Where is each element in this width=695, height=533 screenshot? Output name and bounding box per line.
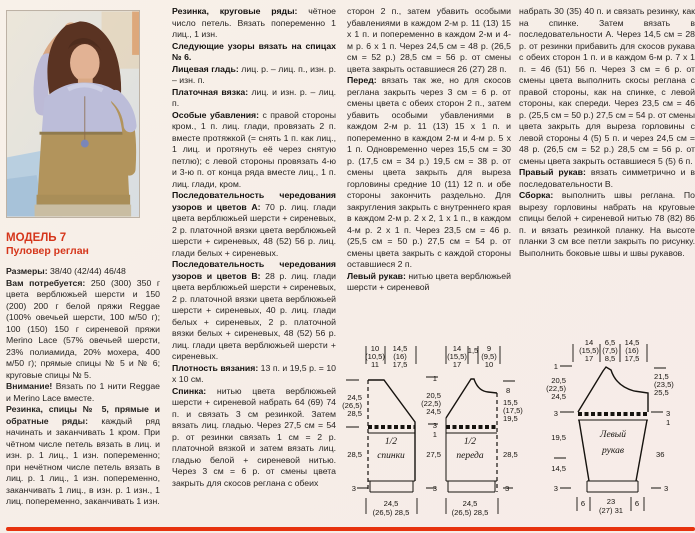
instructions-column-1: [6, 266, 160, 508]
measurement-label: 3: [505, 484, 510, 493]
instruction-paragraph: Правый рукав: вязать симметрично и в последовательности В.: [519, 167, 695, 189]
instruction-paragraph: Резинка, спицы № 5, прямые и обратные ряды: каждый ряд начинать и заканчивать 1 кром. При чётном числе петель вязать в лиц. и изн. р. 1 лиц., 1 изн. попеременно; при нечётном числе петель вязать в лиц. р. 1 лиц., 1 изн. попеременно, заканчивать 1 лиц., в изн. р. 1 изн., 1 лиц. попеременно, заканчивать 1 изн.: [6, 404, 160, 506]
measurement-label: (10,5): [365, 352, 385, 361]
measurement-label: 19,5: [503, 414, 518, 423]
measurement-label: 1: [553, 362, 558, 371]
measurement-label: 20,5: [426, 391, 441, 400]
measurement-label: 3: [432, 484, 437, 493]
measurement-label: 17,5: [392, 360, 408, 369]
paragraph-lead: Особые убавления:: [172, 109, 259, 120]
paragraph-lead: Лицевая гладь:: [172, 63, 239, 74]
paragraph-lead: Вам потребуется:: [6, 277, 86, 288]
piece-label: 1/2: [463, 437, 477, 447]
instruction-paragraph: Последовательность чередования узоров и цветов В: 28 р. лиц. глади цвета верблюжьей шерсти + сиреневых, 2 р. платочной вязки цвета верблюжьей шерсти + сиреневых, 40 р. лиц. глади белых + сиреневых, 2 р. платочной вязки белых + сиреневых, 48 (52) 56 р. лиц. глади цвета верблюжьей шерсти + сиреневых.: [172, 259, 336, 361]
schematic-diagrams: [340, 338, 695, 528]
instruction-paragraph: Плотность вязания: 13 п. и 19,5 р. = 10 х 10 см.: [172, 362, 337, 384]
measurement-label: 3: [432, 421, 437, 430]
paragraph-lead: Следующие узоры вязать на спицах № 6.: [172, 40, 336, 62]
measurement-label: 6,5: [604, 338, 616, 347]
measurement-label: 15,5: [503, 398, 518, 407]
measurement-label: 17: [584, 354, 594, 363]
instruction-paragraph: Спинка: нитью цвета верблюжьей шерсти + сиреневой набрать 64 (69) 74 п. и связать 3 см резинкой. Затем вязать лиц. гладью. Через 27,5 см = 54 р. от резинки связать 1 см = 2 р. платочной вязкой и затем вязать лиц. гладью белой + сиреневой нитью. Через 3 см = 6 р. от смены цвета закрыть для скосов реглана с обеих: [172, 385, 336, 488]
paragraph-lead: Последовательность чередования узоров и цветов А:: [172, 190, 336, 212]
measurement-label: 24,5: [426, 407, 441, 416]
measurement-label: (16): [393, 352, 407, 361]
measurement-label: (15,5): [447, 352, 467, 361]
instruction-paragraph: Резинка, круговые ряды: чётное число петель. Вязать попеременно 1 лиц., 1 изн.: [172, 6, 336, 39]
measurement-label: 14: [584, 338, 594, 347]
measurement-label: (7,5): [602, 346, 618, 355]
instruction-paragraph: Размеры: 38/40 (42/44) 46/48: [6, 266, 126, 276]
measurement-label: 25,5: [654, 388, 669, 397]
measurement-label: (9,5): [481, 352, 497, 361]
paragraph-lead: Резинка, круговые ряды:: [172, 6, 298, 16]
paragraph-lead: Правый рукав:: [519, 167, 586, 177]
instruction-paragraph: Внимание! Вязать по 1 нити Reggae и Merino Lace вместе.: [6, 381, 160, 403]
measurement-label: 23: [606, 497, 616, 506]
measurement-label: 14,5: [624, 338, 640, 347]
measurement-label: (27) 31: [598, 506, 624, 515]
measurement-label: 21,5: [654, 372, 669, 381]
measurement-label: 14,5: [392, 344, 408, 353]
piece-label: 1/2: [384, 437, 398, 447]
measurement-label: 3: [553, 409, 558, 418]
measurement-label: 3: [351, 484, 356, 493]
paragraph-lead: Размеры:: [6, 266, 48, 276]
instruction-paragraph: Перед: вязать так же, но для скосов реглана закрыть через 3 см = 6 р. от смены цвета с обеих сторон 2 п., затем убавить особыми убавлениями в каждом 2-м р. 11 (13) 15 х 1 п. и попеременно в каждом 2-м и 4-м р. 5 х 1 п. Одновременно через 15,5 см = 30 р. (17,5 см = 34 р.) 19,5 см = 38 р. от смены цвета закрыть для выреза горловины средние 10 (11) 12 п. и обе стороны закончить раздельно. Для закругления закрыть с внутреннего края в каждом 2-м р. 2 х 2, 1 х 1 п., в каждом 4-м р. 2 х 1 п. Через 23,5 см = 46 р. (25,5 см = 50 р.) 27,5 см = 54 р. от смены цвета закрыть с каждой стороны оставшиеся 2 п.: [347, 75, 511, 269]
paragraph-lead: Перед:: [347, 75, 377, 85]
measurement-label: 1,5: [467, 346, 479, 355]
measurement-label: 28,5: [503, 450, 518, 459]
left-column: [6, 10, 160, 508]
measurement-label: 6: [580, 499, 586, 508]
measurement-label: 24,5: [551, 392, 566, 401]
measurement-label: (26,5): [342, 401, 362, 410]
model-name: Пуловер реглан: [6, 244, 89, 257]
measurement-label: 1: [432, 374, 437, 383]
measurement-label: 3: [553, 484, 558, 493]
piece-label: Левый: [600, 430, 626, 440]
measurement-label: 24,5: [347, 393, 362, 402]
bottom-rule: [6, 527, 695, 531]
model-number: МОДЕЛЬ 7: [6, 232, 67, 244]
measurement-label: (15,5): [579, 346, 599, 355]
measurement-labels: [342, 338, 674, 517]
measurement-label: 6: [634, 499, 640, 508]
measurement-label: 24,5: [383, 499, 399, 508]
paragraph-lead: Спинка:: [172, 385, 207, 396]
measurement-label: 20,5: [551, 376, 566, 385]
instruction-paragraph: Платочная вязка: лиц. и изн. р. – лиц. п.: [172, 86, 336, 108]
instruction-paragraph: Особые убавления: с правой стороны кром., 1 п. лиц. глади, провязать 2 п. вместе протяжкой (= снять 1 п. как лиц., 1 лиц. и протянуть её через снятую петлю); с левой стороны провязать 4-ю и 3-ю п. от конца ряда вместе лиц., 1 п. лиц. глади, кром.: [172, 109, 336, 189]
measurement-label: 24,5: [462, 499, 478, 508]
model-title: [6, 232, 160, 257]
instruction-paragraph: Сборка: выполнить швы реглана. По вырезу горловины набрать на круговые спицы белой + сиреневой нитью 78 (82) 86 п. и вязать резинкой планку. На высоте планки 3 см все петли закрыть по рисунку. Выполнить боковые швы и швы рукавов.: [519, 190, 695, 258]
instruction-paragraph: [172, 41, 336, 64]
measurement-label: (26,5) 28,5: [372, 508, 410, 517]
model-photo: [6, 10, 140, 218]
measurement-label: 8: [506, 386, 511, 395]
piece-label: переда: [456, 451, 484, 461]
measurement-label: 17,5: [624, 354, 640, 363]
instructions-column-4: [519, 6, 695, 259]
measurement-label: 28,5: [347, 409, 362, 418]
measurement-label: 10: [484, 360, 494, 369]
measurement-label: 36: [656, 450, 665, 459]
measurement-label: 8,5: [604, 354, 616, 363]
pendant: [81, 140, 89, 148]
paragraph-lead: Внимание!: [6, 381, 53, 391]
measurement-label: (26,5) 28,5: [451, 508, 489, 517]
measurement-label: 3: [666, 409, 671, 418]
paragraph-lead: Последовательность чередования узоров и цветов В:: [172, 259, 336, 281]
paragraph-lead: Левый рукав:: [347, 270, 406, 281]
paragraph-lead: Резинка, спицы № 5, прямые и обратные ряды:: [6, 404, 160, 426]
instruction-paragraph: сторон 2 п., затем убавить особыми убавлениями в каждом 2-м р. 11 (13) 15 х 1 п. и попеременно в каждом 2-м и 4-м р. 6 х 1 п. Через 24,5 см = 48 р. (26,5 см = 52 р.) 28,5 см = 56 р. от смены цвета закрыть оставшиеся 26 (27) 28 п.: [347, 6, 511, 74]
measurement-label: 1: [432, 430, 437, 439]
measurement-label: (17,5): [503, 406, 523, 415]
measurement-label: 1: [666, 418, 671, 427]
measurement-label: 17: [452, 360, 462, 369]
measurement-label: (23,5): [654, 380, 674, 389]
measurement-label: 14,5: [551, 464, 566, 473]
paragraph-lead: Сборка:: [519, 190, 554, 200]
measurement-label: 10: [370, 344, 380, 353]
piece-label: рукав: [602, 446, 624, 456]
paragraph-lead: Плотность вязания:: [172, 362, 259, 373]
measurement-label: 19,5: [551, 433, 566, 442]
measurement-label: (16): [625, 346, 639, 355]
measurement-label: 3: [664, 484, 669, 493]
measurement-label: 28,5: [347, 450, 362, 459]
instruction-paragraph: Последовательность чередования узоров и цветов А: 70 р. лиц. глади цвета верблюжьей шерсти + сиреневых, 2 р. платочной вязки цвета верблюжьей шерсти + сиреневых, 48 (52) 56 р. лиц. глади белых + сиреневых.: [172, 190, 336, 258]
measurement-label: (22,5): [421, 399, 441, 408]
measurement-label: 9: [486, 344, 492, 353]
measurement-label: 11: [371, 360, 379, 369]
instruction-paragraph: набрать 30 (35) 40 п. и связать резинку, как на спинке. Затем вязать в последовательности А. Через 14,5 см = 28 р. от резинки прибавить для скосов рукава с обеих сторон 1 п. и в каждом 6-м р. 7 х 1 п. = 46 (51) 56 п. Через 3 см = 6 р. от смены цвета выполнить скосы реглана с правой стороны, как на спинке, с левой стороны, как спереди. Через 23,5 см = 46 р. (25,5 см = 50 р.) 27,5 см = 54 р. от смены цвета закрыть для выреза горловины с левой стороны 4 (5) 5 п. и через 24,5 см = 48 р. (26,5 см = 52 р.) 28,5 см = 56 р. от смены цвета закрыть оставшиеся 5 (5) 6 п.: [519, 6, 695, 166]
measurement-label: 27,5: [426, 450, 441, 459]
instruction-paragraph: Левый рукав: нитью цвета верблюжьей шерсти + сиреневой: [347, 270, 511, 292]
measurement-label: 14: [452, 344, 462, 353]
instruction-paragraph: Лицевая гладь: лиц. р. – лиц. п., изн. р. – изн. п.: [172, 63, 336, 85]
piece-label: спинки: [377, 451, 405, 461]
paragraph-lead: Платочная вязка:: [172, 86, 249, 97]
instruction-paragraph: Вам потребуется: 250 (300) 350 г цвета верблюжьей шерсти и 150 (200) 200 г белой пряжи Reggae (100% овечьей шерсти, 100 м/50 г); 100 (150) 150 г сиреневой пряжи Merino Lace (57% овечьей шерсти, 23% полиамида, 20% мохера, 400 м/50 г); прямые спицы № 5 и № 6; круговые спицы № 5.: [6, 277, 160, 380]
instructions-column-3: [347, 6, 511, 294]
instructions-column-2: [172, 6, 336, 489]
measurement-label: (22,5): [546, 384, 566, 393]
